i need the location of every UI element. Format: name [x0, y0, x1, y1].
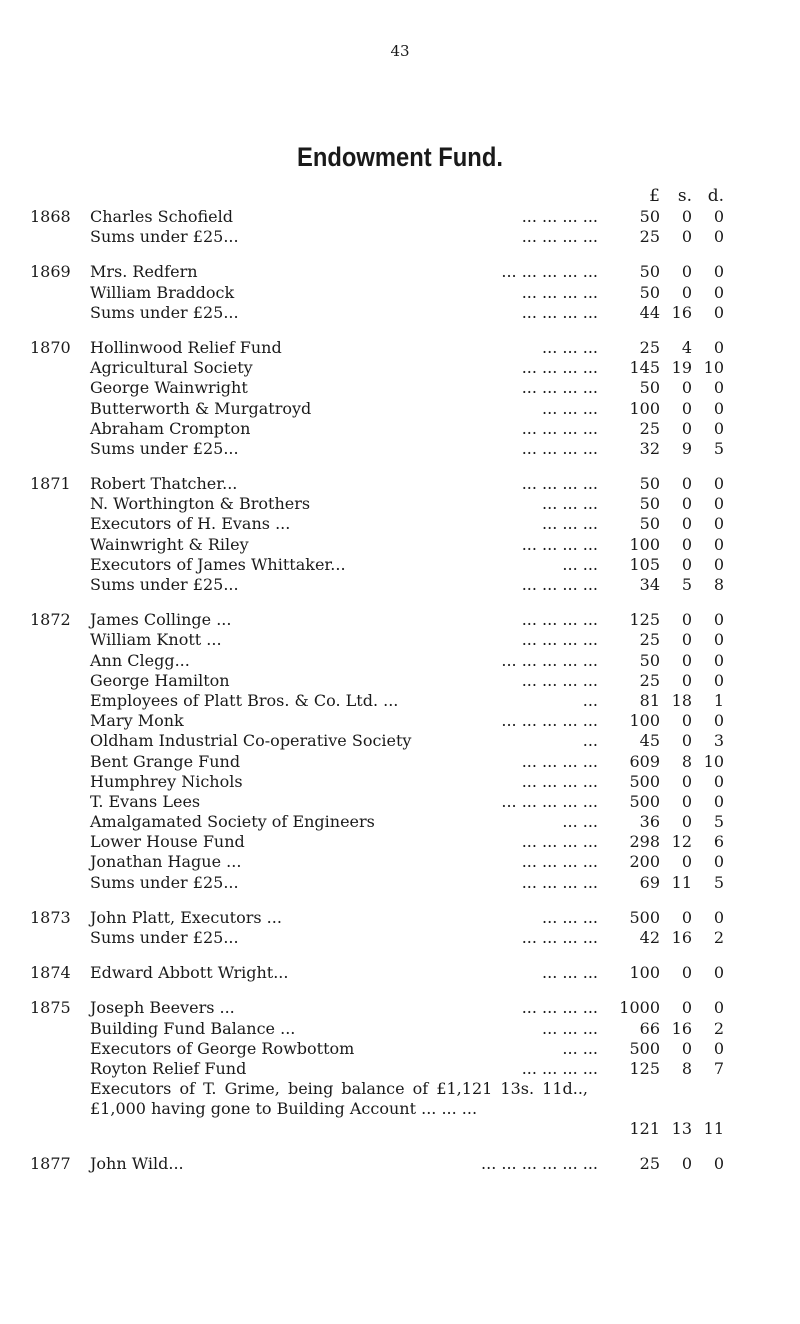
- amount-pence: 0: [713, 262, 724, 282]
- leader-dots: ... ... ... ... ...: [501, 711, 598, 731]
- donor-name: Butterworth & Murgatroyd ... ... ...: [90, 398, 598, 418]
- amount-shillings: 0: [681, 771, 692, 791]
- amount-pence: 2: [713, 1018, 724, 1038]
- year-label: 1868: [30, 207, 71, 226]
- amount-pounds: 50: [639, 262, 660, 282]
- year-label: 1869: [30, 262, 71, 282]
- amount-shillings: 0: [681, 418, 692, 438]
- amount-shillings: 0: [681, 378, 692, 398]
- ledger-row: [0, 494, 800, 514]
- leader-dots: ... ... ... ...: [521, 534, 598, 554]
- donor-name: N. Worthington & Brothers ... ... ...: [90, 494, 598, 514]
- leader-dots: ... ...: [562, 1038, 598, 1058]
- amount-shillings: 0: [681, 262, 692, 282]
- amount-pence: 7: [713, 1058, 724, 1078]
- ledger-row: [0, 792, 800, 812]
- donor-name: Employees of Platt Bros. & Co. Ltd. ... ...: [90, 690, 598, 710]
- donor-name: Abraham Crompton ... ... ... ...: [90, 418, 598, 438]
- amount-pounds: 100: [629, 711, 660, 731]
- amount-pence: 0: [713, 227, 724, 247]
- amount-pounds: 36: [639, 812, 660, 832]
- amount-pounds: 500: [629, 791, 660, 811]
- amount-pence: 0: [713, 398, 724, 418]
- amount-pence: 0: [713, 963, 724, 983]
- amount-pounds: 50: [639, 207, 660, 226]
- amount-shillings: 0: [681, 711, 692, 731]
- amount-pounds: 45: [639, 731, 660, 751]
- year-group: [0, 338, 800, 459]
- donor-name: John Wild... ... ... ... ... ... ...: [90, 1154, 598, 1174]
- amount-shillings: 0: [681, 852, 692, 872]
- amount-shillings: 0: [681, 630, 692, 650]
- donor-name: John Platt, Executors ... ... ... ...: [90, 907, 598, 927]
- amount-pounds: 42: [639, 928, 660, 947]
- ledger-row: [0, 908, 800, 928]
- page-title: Endowment Fund.: [297, 142, 503, 172]
- amount-pence: 0: [713, 650, 724, 670]
- amount-pence: 0: [713, 337, 724, 357]
- ledger-row: [0, 514, 800, 534]
- amount-pence: 6: [713, 832, 724, 852]
- amount-pounds: 34: [639, 575, 660, 594]
- leader-dots: ... ... ... ...: [521, 474, 598, 494]
- amount-shillings: 18: [671, 690, 692, 710]
- leader-dots: ... ... ... ... ...: [501, 791, 598, 811]
- amount-pence: 0: [713, 418, 724, 438]
- amount-shillings: 8: [681, 751, 692, 771]
- leader-dots: ... ... ...: [542, 907, 598, 927]
- page-number: 43: [390, 42, 410, 60]
- amount-pounds: 25: [639, 670, 660, 690]
- amount-pounds: 50: [639, 474, 660, 494]
- leader-dots: ... ... ... ... ...: [501, 650, 598, 670]
- amount-shillings: 13: [671, 1119, 692, 1139]
- year-label: 1877: [30, 1154, 71, 1174]
- year-group: [0, 207, 800, 247]
- amount-pence: 0: [713, 791, 724, 811]
- amount-shillings: 0: [681, 998, 692, 1018]
- amount-shillings: 5: [681, 575, 692, 594]
- donor-name: Sums under £25... ... ... ... ...: [90, 227, 598, 247]
- amount-pounds: 145: [629, 358, 660, 378]
- amount-pounds: 50: [639, 650, 660, 670]
- amount-shillings: 0: [681, 731, 692, 751]
- amount-pence: 5: [713, 872, 724, 892]
- amount-pence: 0: [713, 998, 724, 1018]
- donor-name: Royton Relief Fund ... ... ... ...: [90, 1058, 598, 1078]
- donor-name: Sums under £25... ... ... ... ...: [90, 575, 598, 594]
- amount-shillings: 8: [681, 1058, 692, 1078]
- ledger-row: [0, 358, 800, 378]
- amount-pounds: 50: [639, 282, 660, 302]
- amount-shillings: 9: [681, 438, 692, 458]
- donor-name: William Braddock ... ... ... ...: [90, 282, 598, 302]
- ledger-row: [0, 262, 800, 282]
- ledger-row: [0, 1019, 800, 1039]
- ledger-row: [0, 535, 800, 555]
- amount-pence: 5: [713, 812, 724, 832]
- amount-pounds: 50: [639, 378, 660, 398]
- amount-pence: 5: [713, 438, 724, 458]
- year-group: [0, 262, 800, 323]
- leader-dots: ... ... ... ... ...: [501, 262, 598, 282]
- amount-shillings: 0: [681, 610, 692, 630]
- amount-pence: 0: [713, 514, 724, 534]
- amount-pence: 0: [713, 630, 724, 650]
- year-label: 1870: [30, 337, 71, 357]
- ledger-row: [0, 227, 800, 247]
- donor-name: Executors of George Rowbottom ... ...: [90, 1038, 598, 1058]
- amount-shillings: 0: [681, 207, 692, 226]
- amount-shillings: 0: [681, 1154, 692, 1174]
- amount-shillings: 16: [671, 928, 692, 947]
- donor-name: Executors of T. Grime, being balance of £1,121 13s. 11d.., £1,000 having gone to Building Account ... ... ...: [90, 1079, 588, 1119]
- amount-shillings: 0: [681, 1038, 692, 1058]
- amount-shillings: 0: [681, 282, 692, 302]
- leader-dots: ... ... ... ...: [521, 302, 598, 322]
- amount-pence: 0: [713, 610, 724, 630]
- amount-shillings: 0: [681, 534, 692, 554]
- amount-pence: 0: [713, 494, 724, 514]
- leader-dots: ... ...: [562, 554, 598, 574]
- amount-pounds: 125: [629, 610, 660, 630]
- donor-name: Humphrey Nichols ... ... ... ...: [90, 771, 598, 791]
- amount-pounds: 25: [639, 630, 660, 650]
- donor-name: Sums under £25... ... ... ... ...: [90, 928, 598, 947]
- donor-name: Mary Monk ... ... ... ... ...: [90, 711, 598, 731]
- year-label: 1874: [30, 963, 71, 983]
- leader-dots: ... ... ... ...: [521, 358, 598, 378]
- column-header-pence: d.: [707, 186, 724, 206]
- donor-name: Building Fund Balance ... ... ... ...: [90, 1018, 598, 1038]
- amount-pounds: 100: [629, 398, 660, 418]
- leader-dots: ... ... ... ...: [521, 670, 598, 690]
- amount-pence: 1: [713, 690, 724, 710]
- ledger-row: [0, 207, 800, 227]
- leader-dots: ... ... ...: [542, 963, 598, 983]
- amount-pence: 10: [703, 751, 724, 771]
- leader-dots: ... ... ... ...: [521, 575, 598, 594]
- amount-pence: 3: [713, 731, 724, 751]
- leader-dots: ... ... ... ...: [521, 998, 598, 1018]
- ledger-row: [0, 1039, 800, 1059]
- amount-shillings: 0: [681, 474, 692, 494]
- ledger-row: [0, 303, 800, 323]
- donor-name: Oldham Industrial Co-operative Society ...: [90, 731, 598, 751]
- leader-dots: ... ... ...: [542, 1018, 598, 1038]
- donor-name: Ann Clegg... ... ... ... ... ...: [90, 650, 598, 670]
- year-group: [0, 474, 800, 595]
- amount-shillings: 0: [681, 670, 692, 690]
- ledger-row: [0, 555, 800, 575]
- amount-pence: 0: [713, 1038, 724, 1058]
- year-label: 1875: [30, 998, 71, 1018]
- amount-pence: 0: [713, 1154, 724, 1174]
- amount-pounds: 298: [629, 832, 660, 852]
- donor-name: George Hamilton ... ... ... ...: [90, 670, 598, 690]
- leader-dots: ... ... ... ...: [521, 610, 598, 630]
- amount-pounds: 200: [629, 852, 660, 872]
- ledger-row: [0, 772, 800, 792]
- leader-dots: ... ... ...: [542, 337, 598, 357]
- leader-dots: ...: [582, 731, 598, 751]
- amount-shillings: 19: [671, 358, 692, 378]
- amount-pounds: 25: [639, 227, 660, 247]
- amount-pence: 0: [713, 852, 724, 872]
- donor-name: Sums under £25... ... ... ... ...: [90, 438, 598, 458]
- ledger-row: [0, 439, 800, 459]
- ledger-row: [0, 998, 800, 1018]
- amount-pounds: 609: [629, 751, 660, 771]
- amount-shillings: 0: [681, 494, 692, 514]
- amount-pounds: 50: [639, 514, 660, 534]
- ledger-row: [0, 651, 800, 671]
- donor-name: Executors of James Whittaker... ... ...: [90, 554, 598, 574]
- amount-shillings: 0: [681, 907, 692, 927]
- endowment-ledger: [0, 207, 800, 1189]
- leader-dots: ... ... ...: [542, 494, 598, 514]
- ledger-row: [0, 731, 800, 751]
- amount-pounds: 32: [639, 438, 660, 458]
- amount-shillings: 12: [671, 832, 692, 852]
- ledger-row: [0, 691, 800, 711]
- ledger-row: [0, 419, 800, 439]
- ledger-row: [0, 812, 800, 832]
- donor-name: Wainwright & Riley ... ... ... ...: [90, 534, 598, 554]
- ledger-row: [0, 283, 800, 303]
- amount-pounds: 100: [629, 534, 660, 554]
- amount-pence: 0: [713, 207, 724, 226]
- amount-pence: 0: [713, 907, 724, 927]
- amount-pence: 0: [713, 302, 724, 322]
- column-header-pounds: £: [649, 186, 660, 206]
- leader-dots: ... ... ... ...: [521, 227, 598, 247]
- ledger-row: [0, 963, 800, 983]
- leader-dots: ... ... ...: [416, 1099, 478, 1119]
- donor-name: Executors of H. Evans ... ... ... ...: [90, 514, 598, 534]
- ledger-row: [0, 873, 800, 893]
- amount-shillings: 0: [681, 514, 692, 534]
- donor-name: Jonathan Hague ... ... ... ... ...: [90, 852, 598, 872]
- donor-name: T. Evans Lees ... ... ... ... ...: [90, 791, 598, 811]
- amount-shillings: 11: [671, 872, 692, 892]
- column-headers: [0, 186, 800, 208]
- year-group: [0, 998, 800, 1139]
- amount-pence: 10: [703, 358, 724, 378]
- donor-name: Amalgamated Society of Engineers ... ...: [90, 812, 598, 832]
- amount-pence: 0: [713, 474, 724, 494]
- amount-pounds: 500: [629, 907, 660, 927]
- donor-name: Hollinwood Relief Fund ... ... ...: [90, 337, 598, 357]
- amount-pence: 11: [703, 1119, 724, 1139]
- ledger-row: [0, 852, 800, 872]
- donor-name: Bent Grange Fund ... ... ... ...: [90, 751, 598, 771]
- year-label: 1871: [30, 474, 71, 494]
- ledger-row: [0, 928, 800, 948]
- year-group: [0, 1154, 800, 1174]
- donor-name: Lower House Fund ... ... ... ...: [90, 832, 598, 852]
- amount-pence: 0: [713, 554, 724, 574]
- year-group: [0, 908, 800, 948]
- amount-pence: 0: [713, 670, 724, 690]
- leader-dots: ... ... ... ...: [521, 832, 598, 852]
- leader-dots: ... ... ... ...: [521, 378, 598, 398]
- amount-pence: 0: [713, 771, 724, 791]
- ledger-row: [0, 1059, 800, 1079]
- donor-name: James Collinge ... ... ... ... ...: [90, 610, 598, 630]
- amount-pence: 2: [713, 928, 724, 947]
- donor-name: Robert Thatcher... ... ... ... ...: [90, 474, 598, 494]
- ledger-row: [0, 752, 800, 772]
- amount-pounds: 25: [639, 1154, 660, 1174]
- amount-pounds: 69: [639, 872, 660, 892]
- year-label: 1872: [30, 610, 71, 630]
- amount-shillings: 0: [681, 650, 692, 670]
- leader-dots: ... ... ... ...: [521, 207, 598, 226]
- ledger-row: [0, 1154, 800, 1174]
- amount-shillings: 0: [681, 963, 692, 983]
- amount-pounds: 66: [639, 1018, 660, 1038]
- amount-pence: 0: [713, 378, 724, 398]
- leader-dots: ... ... ... ... ... ...: [481, 1154, 598, 1174]
- amount-pounds: 105: [629, 554, 660, 574]
- leader-dots: ... ... ...: [542, 514, 598, 534]
- amount-pounds: 81: [639, 690, 660, 710]
- leader-dots: ... ... ... ...: [521, 872, 598, 892]
- amount-shillings: 0: [681, 812, 692, 832]
- leader-dots: ... ... ... ...: [521, 852, 598, 872]
- amount-pounds: 100: [629, 963, 660, 983]
- ledger-row: [0, 1079, 800, 1139]
- leader-dots: ...: [582, 690, 598, 710]
- leader-dots: ... ...: [562, 812, 598, 832]
- leader-dots: ... ... ... ...: [521, 418, 598, 438]
- amount-pounds: 121: [629, 1119, 660, 1139]
- leader-dots: ... ... ... ...: [521, 751, 598, 771]
- ledger-row: [0, 671, 800, 691]
- donor-name: William Knott ... ... ... ... ...: [90, 630, 598, 650]
- amount-pounds: 50: [639, 494, 660, 514]
- year-label: 1873: [30, 907, 71, 927]
- donor-name: George Wainwright ... ... ... ...: [90, 378, 598, 398]
- leader-dots: ... ... ... ...: [521, 928, 598, 947]
- column-header-shillings: s.: [677, 186, 692, 206]
- amount-shillings: 0: [681, 554, 692, 574]
- amount-pounds: 125: [629, 1058, 660, 1078]
- ledger-row: [0, 378, 800, 398]
- donor-name: Joseph Beevers ... ... ... ... ...: [90, 998, 598, 1018]
- amount-pence: 0: [713, 282, 724, 302]
- amount-shillings: 0: [681, 791, 692, 811]
- ledger-row: [0, 399, 800, 419]
- donor-name: Mrs. Redfern ... ... ... ... ...: [90, 262, 598, 282]
- ledger-row: [0, 832, 800, 852]
- leader-dots: ... ... ...: [542, 398, 598, 418]
- year-group: [0, 610, 800, 893]
- leader-dots: ... ... ... ...: [521, 438, 598, 458]
- amount-shillings: 0: [681, 398, 692, 418]
- amount-shillings: 16: [671, 1018, 692, 1038]
- amount-pounds: 25: [639, 418, 660, 438]
- leader-dots: ... ... ... ...: [521, 630, 598, 650]
- amount-pence: 8: [713, 575, 724, 594]
- amount-shillings: 16: [671, 302, 692, 322]
- donor-name: Sums under £25... ... ... ... ...: [90, 872, 598, 892]
- donor-name: Edward Abbott Wright... ... ... ...: [90, 963, 598, 983]
- amount-pounds: 500: [629, 771, 660, 791]
- donor-name: Sums under £25... ... ... ... ...: [90, 302, 598, 322]
- year-group: [0, 963, 800, 983]
- amount-pence: 0: [713, 711, 724, 731]
- donor-name: Charles Schofield ... ... ... ...: [90, 207, 598, 226]
- leader-dots: ... ... ... ...: [521, 1058, 598, 1078]
- amount-shillings: 0: [681, 227, 692, 247]
- ledger-row: [0, 575, 800, 595]
- donor-name: Agricultural Society ... ... ... ...: [90, 358, 598, 378]
- ledger-row: [0, 610, 800, 630]
- leader-dots: ... ... ... ...: [521, 771, 598, 791]
- amount-pence: 0: [713, 534, 724, 554]
- ledger-row: [0, 474, 800, 494]
- ledger-row: [0, 338, 800, 358]
- amount-pounds: 1000: [619, 998, 660, 1018]
- amount-shillings: 4: [681, 337, 692, 357]
- ledger-row: [0, 630, 800, 650]
- amount-pounds: 500: [629, 1038, 660, 1058]
- amount-pounds: 44: [639, 302, 660, 322]
- ledger-row: [0, 711, 800, 731]
- leader-dots: ... ... ... ...: [521, 282, 598, 302]
- amount-pounds: 25: [639, 337, 660, 357]
